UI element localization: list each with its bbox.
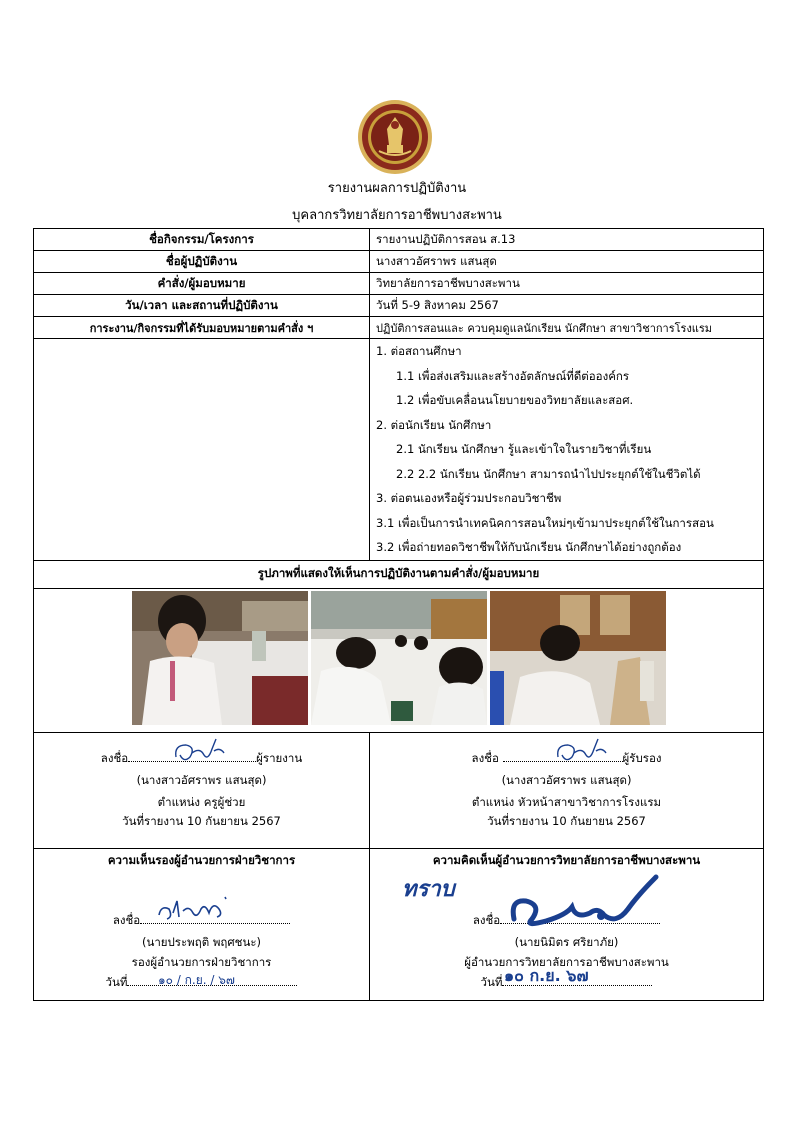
director-date-line [376,965,757,993]
certifier-date: วันที่รายงาน 10 กันยายน 2567 [487,813,646,828]
director-sign-line [376,909,757,931]
label-worker: ชื่อผู้ปฏิบัติงาน [34,251,370,273]
certifier-sign-suffix: ผู้รับรอง [622,750,662,765]
objective-item: 3.1 เพื่อเป็นการนำเทคนิคการสอนใหม่ๆเข้ามาประยุกต์ใช้ในการสอน [376,515,714,530]
director-signature-field [500,909,660,924]
deputy-position: รองผู้อำนวยการฝ่ายวิชาการ [131,954,272,969]
classroom-photo-1 [132,591,308,725]
college-emblem-logo [357,99,433,175]
reporter-signature-field [128,747,256,762]
objective-item: 1.2 เพื่อขับเคลื่อนนโยบายของวิทยาลัยและสอศ. [396,393,634,407]
director-date-field [502,971,652,986]
certifier-signature-cell [370,732,764,848]
value-date-place: วันที่ 5-9 สิงหาคม 2567 [370,295,764,317]
reporter-name: (นางสาวอัศราพร แสนสุด) [136,772,267,787]
reporter-signature-cell [34,732,370,848]
row-photos [34,588,764,732]
value-activity: รายงานปฏิบัติการสอน ส.13 [370,229,764,251]
deputy-sign-line [40,909,363,931]
reporter-sign-line [40,747,363,769]
row-opinions [34,848,764,1000]
reporter-position: ตำแหน่ง ครูผู้ช่วย [157,794,246,809]
classroom-photo-2 [311,591,487,725]
label-activity: ชื่อกิจกรรม/โครงการ [34,229,370,251]
director-handwritten-opinion: ทราบ [402,876,455,902]
row-worker [34,251,764,273]
photos-header: รูปภาพที่แสดงให้เห็นการปฏิบัติงานตามคำสั่ง/ผู้มอบหมาย [34,560,764,588]
certifier-name: (นางสาวอัศราพร แสนสุด) [501,772,632,787]
photo-strip [40,589,757,725]
objective-item: 1. ต่อสถานศึกษา [376,344,462,358]
deputy-handwritten-date: ๑๐ / ก.ย. / ๖๗ [158,972,235,987]
director-opinion-area [376,871,757,909]
value-task: ปฏิบัติการสอนและ ควบคุมดูแลนักเรียน นักศึกษา สาขาวิชาการโรงแรม [370,317,764,339]
objective-item: 2.2 2.2 นักเรียน นักศึกษา สามารถนำไปประยุกต์ใช้ในชีวิตได้ [396,466,701,481]
label-assigner: คำสั่ง/ผู้มอบหมาย [34,273,370,295]
objectives-empty-cell [34,339,370,561]
label-task: การะงาน/กิจกรรมที่ได้รับมอบหมายตามคำสั่ง ฯ [34,317,370,339]
reporter-date: วันที่รายงาน 10 กันยายน 2567 [122,813,281,828]
director-opinion-heading: ความคิดเห็นผู้อำนวยการวิทยาลัยการอาชีพบางสะพาน [432,852,701,867]
director-position: ผู้อำนวยการวิทยาลัยการอาชีพบางสะพาน [464,954,669,969]
row-signatures [34,732,764,848]
row-photos-header [34,560,764,588]
director-name: (นายนิมิตร ศริยาภัย) [514,934,619,949]
director-date-prefix: วันที่ [480,974,503,989]
deputy-opinion-heading: ความเห็นรองผู้อำนวยการฝ่ายวิชาการ [107,852,296,867]
classroom-photo-3 [490,591,666,725]
row-date-place [34,295,764,317]
deputy-sign-prefix: ลงชื่อ [112,912,141,927]
report-subtitle: บุคลากรวิทยาลัยการอาชีพบางสะพาน [292,208,502,223]
report-title: รายงานผลการปฏิบัติงาน [327,181,467,196]
certifier-position: ตำแหน่ง หัวหน้าสาขาวิชาการโรงแรม [471,794,662,809]
objectives-cell [370,339,764,561]
deputy-signature-field [140,909,290,924]
report-table [33,228,764,1001]
deputy-date-line [40,971,363,993]
label-date-place: วัน/เวลา และสถานที่ปฏิบัติงาน [34,295,370,317]
deputy-date-prefix: วันที่ [105,974,128,989]
value-assigner: วิทยาลัยการอาชีพบางสะพาน [370,273,764,295]
certifier-signature-field [503,747,623,762]
director-opinion-cell [370,848,764,1000]
director-handwritten-date: ๑๐ ก.ย. ๖๗ [504,965,589,985]
director-sign-prefix: ลงชื่อ [472,912,501,927]
objective-item: 2. ต่อนักเรียน นักศึกษา [376,417,492,432]
objective-item: 3.2 เพื่อถ่ายทอดวิชาชีพให้กับนักเรียน นักศึกษาได้อย่างถูกต้อง [376,540,682,554]
objective-item: 2.1 นักเรียน นักศึกษา รู้และเข้าใจในรายวิชาที่เรียน [396,442,652,456]
reporter-sign-suffix: ผู้รายงาน [256,750,303,765]
objective-item: 1.1 เพื่อส่งเสริมและสร้างอัตลักษณ์ที่ดีต่อองค์กร [396,368,630,383]
row-objectives [34,339,764,561]
certifier-sign-prefix: ลงชื่อ [471,750,499,765]
value-worker: นางสาวอัศราพร แสนสุด [370,251,764,273]
row-assigner [34,273,764,295]
objective-item: 3. ต่อตนเองหรือผู้ร่วมประกอบวิชาชีพ [376,491,562,505]
deputy-name: (นายประพฤติ พฤศชนะ) [141,934,262,949]
row-task [34,317,764,339]
deputy-date-field [127,971,297,986]
row-activity [34,229,764,251]
certifier-sign-line [376,747,757,769]
deputy-opinion-cell [34,848,370,1000]
reporter-sign-prefix: ลงชื่อ [100,750,129,765]
